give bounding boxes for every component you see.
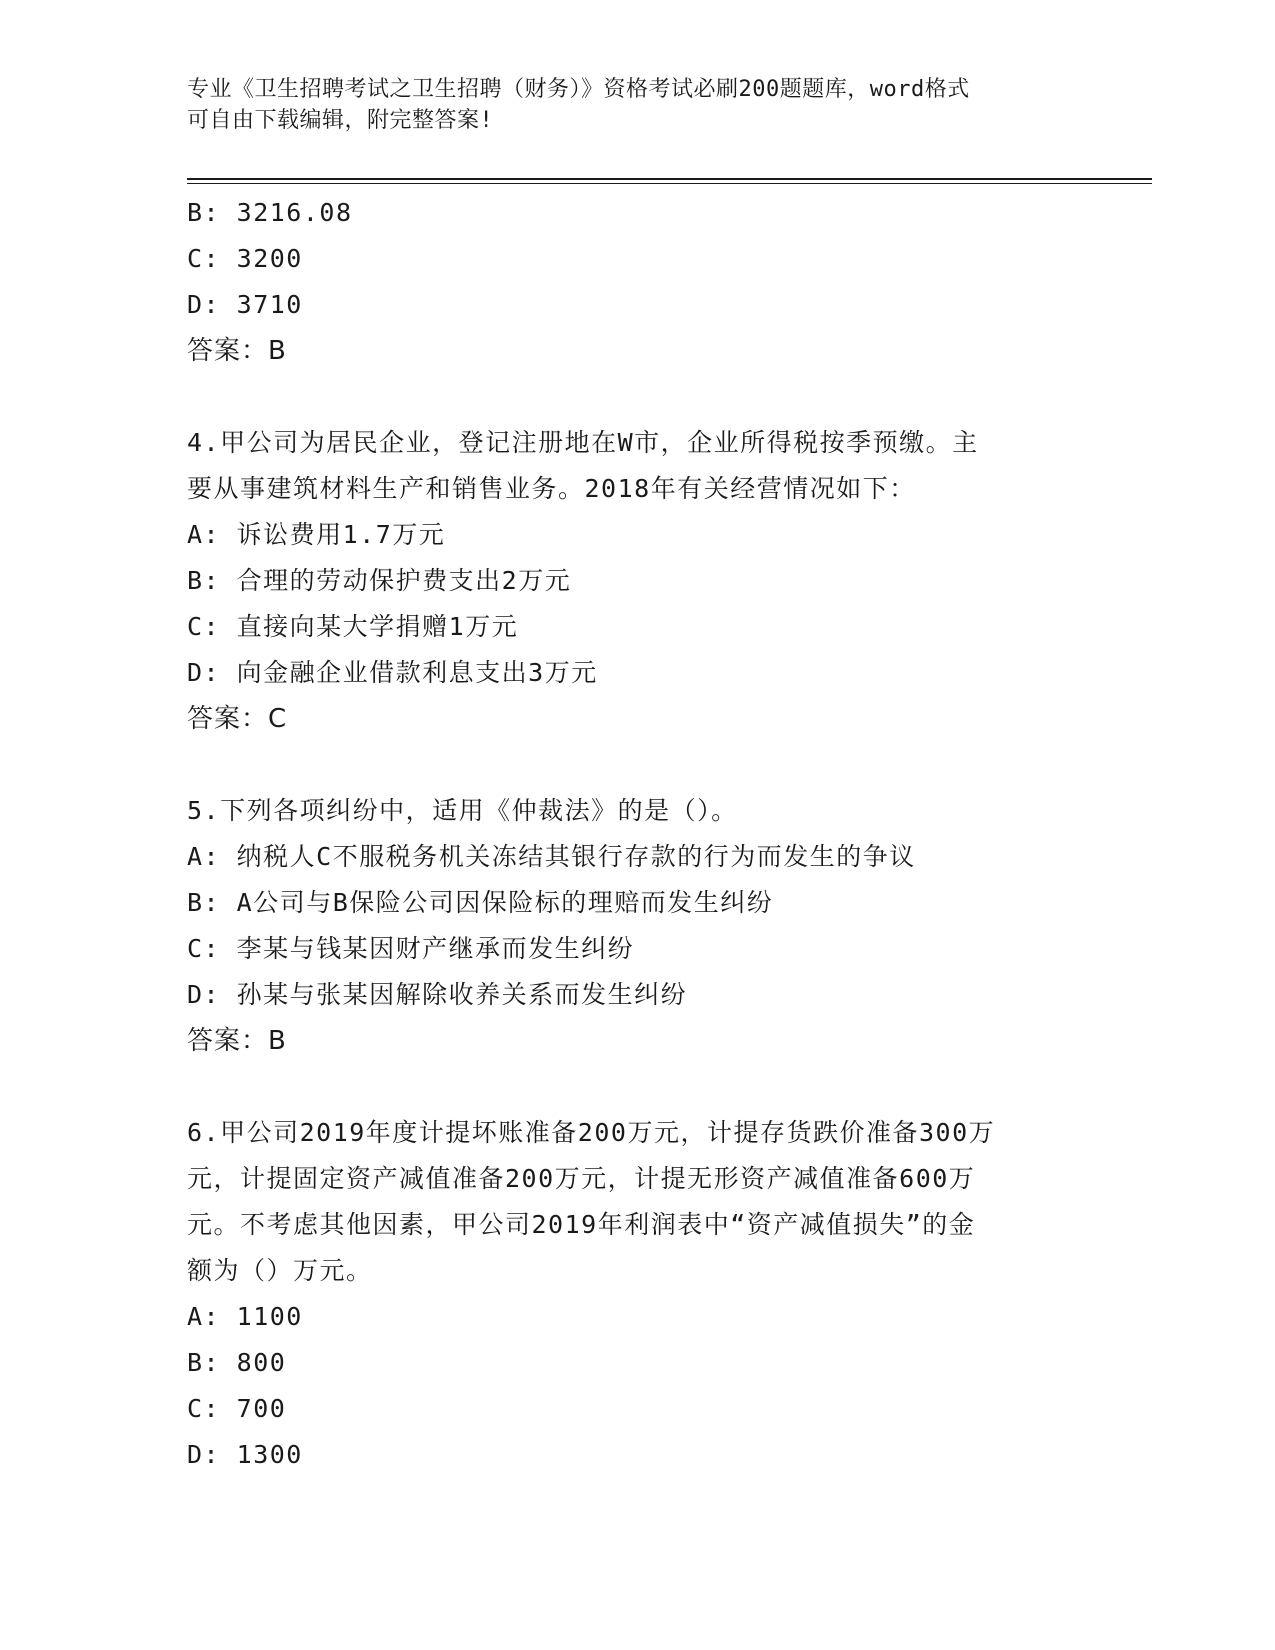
question-stem: 要从事建筑材料生产和销售业务。2018年有关经营情况如下： (187, 474, 916, 503)
option-b: B: 800 (187, 1348, 287, 1377)
option-d: D: 向金融企业借款利息支出3万元 (187, 658, 598, 687)
document-header (187, 74, 1067, 136)
header-line-2: 可自由下载编辑，附完整答案! (187, 108, 494, 133)
document-body (187, 190, 1087, 1478)
question-stem: 元，计提固定资产减值准备200万元，计提无形资产减值准备600万 (187, 1164, 976, 1193)
option-a: A: 1100 (187, 1302, 303, 1331)
question-stem: 6.甲公司2019年度计提坏账准备200万元，计提存货跌价准备300万 (187, 1118, 996, 1147)
header-rule-thin (187, 183, 1152, 184)
question-3-tail (187, 190, 1087, 374)
question-4 (187, 420, 1087, 742)
option-c: C: 700 (187, 1394, 287, 1423)
question-stem: 4.甲公司为居民企业，登记注册地在W市，企业所得税按季预缴。主 (187, 428, 979, 457)
option-c: C: 3200 (187, 244, 303, 273)
answer-line: 答案：B (187, 1026, 287, 1056)
question-stem: 额为（）万元。 (187, 1256, 373, 1285)
option-c: C: 直接向某大学捐赠1万元 (187, 612, 519, 641)
option-a: A: 诉讼费用1.7万元 (187, 520, 446, 549)
question-5 (187, 788, 1087, 1064)
option-b: B: 3216.08 (187, 198, 353, 227)
option-b: B: 合理的劳动保护费支出2万元 (187, 566, 572, 595)
option-a: A: 纳税人C不服税务机关冻结其银行存款的行为而发生的争议 (187, 842, 916, 871)
spacer (187, 374, 1087, 420)
spacer (187, 742, 1087, 788)
option-b: B: A公司与B保险公司因保险标的理赔而发生纠纷 (187, 888, 774, 917)
option-d: D: 3710 (187, 290, 303, 319)
header-rule-thick (187, 178, 1152, 180)
option-d: D: 孙某与张某因解除收养关系而发生纠纷 (187, 980, 688, 1009)
answer-line: 答案：C (187, 704, 288, 734)
question-stem: 元。不考虑其他因素，甲公司2019年利润表中“资产减值损失”的金 (187, 1210, 976, 1239)
option-d: D: 1300 (187, 1440, 303, 1469)
spacer (187, 1064, 1087, 1110)
question-6 (187, 1110, 1087, 1478)
header-line-1: 专业《卫生招聘考试之卫生招聘（财务）》资格考试必刷200题题库，word格式 (187, 77, 970, 102)
question-stem: 5.下列各项纠纷中，适用《仲裁法》的是（）。 (187, 796, 738, 825)
answer-line: 答案：B (187, 336, 287, 366)
option-c: C: 李某与钱某因财产继承而发生纠纷 (187, 934, 635, 963)
